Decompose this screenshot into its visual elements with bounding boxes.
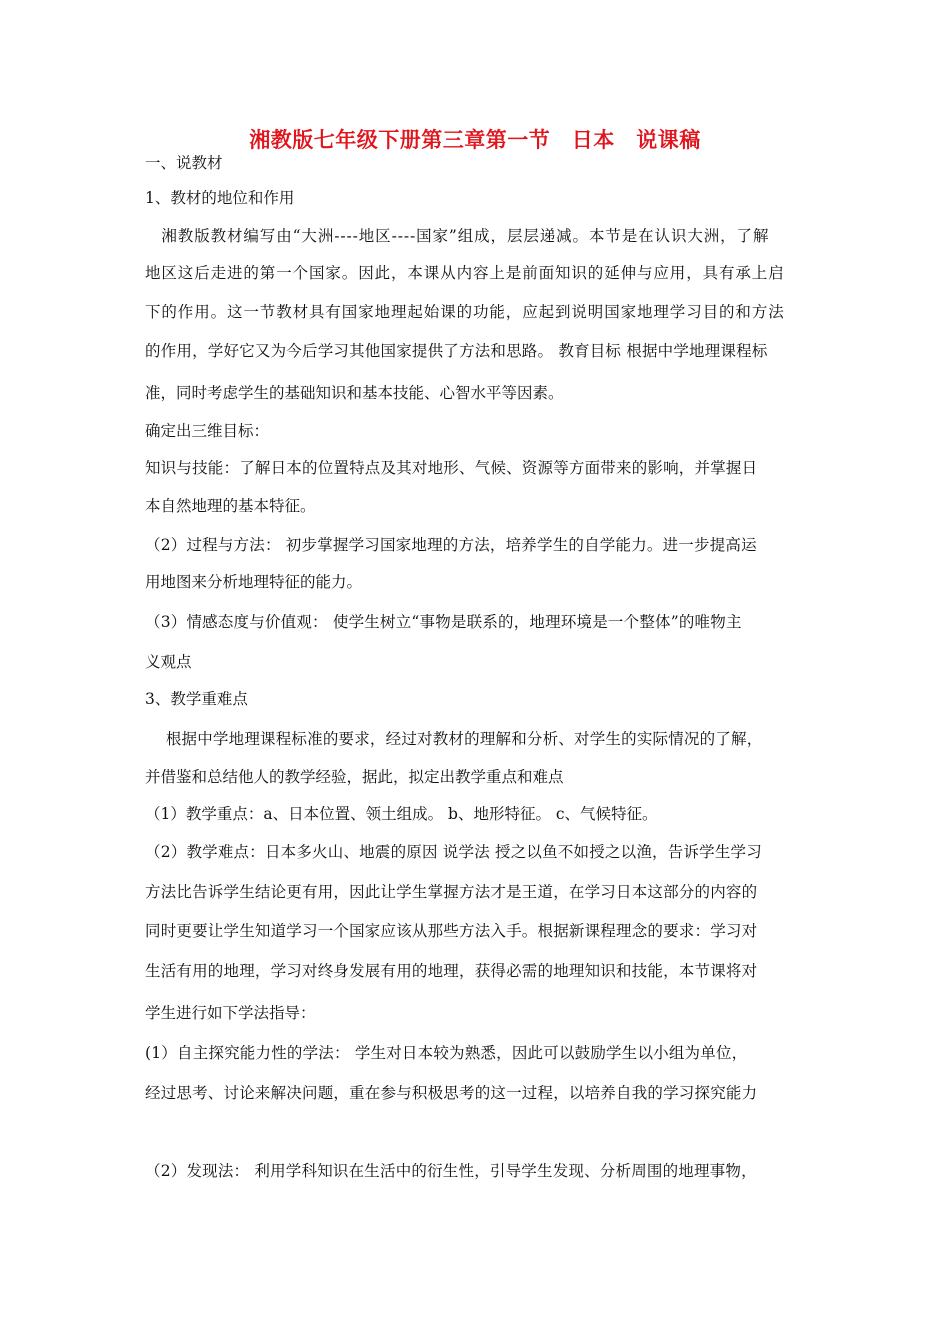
paragraph-line: 生活有用的地理，学习对终身发展有用的地理，获得必需的地理知识和技能，本节课将对 <box>145 962 758 980</box>
paragraph-line: 湘教版教材编写由“大洲----地区----国家”组成，层层递减。本节是在认识大洲，了解 <box>145 227 770 245</box>
paragraph-line: 知识与技能：了解日本的位置特点及其对地形、气候、资源等方面带来的影响，并掌握日 <box>145 459 758 477</box>
document-title: 湘教版七年级下册第三章第一节 日本 说课稿 <box>249 127 701 152</box>
section-heading-textbook: 一、说教材 <box>145 154 223 172</box>
paragraph-line: （3）情感态度与价值观： 使学生树立“事物是联系的，地理环境是一个整体”的唯物主 <box>145 613 742 631</box>
paragraph-line: 方法比告诉学生结论更有用，因此让学生掌握方法才是王道，在学习日本这部分的内容的 <box>145 883 758 901</box>
paragraph-line: (1）自主探究能力性的学法： 学生对日本较为熟悉，因此可以鼓励学生以小组为单位， <box>145 1044 748 1062</box>
paragraph-line: 并借鉴和总结他人的教学经验，据此，拟定出教学重点和难点 <box>145 768 564 786</box>
paragraph-line: 地区这后走进的第一个国家。因此，本课从内容上是前面知识的延伸与应用，具有承上启 <box>145 264 785 282</box>
paragraph-line: （2）发现法： 利用学科知识在生活中的衍生性，引导学生发现、分析周围的地理事物， <box>145 1162 757 1180</box>
paragraph-line: 义观点 <box>145 653 192 671</box>
paragraph-line: 学生进行如下学法指导： <box>145 1004 316 1022</box>
paragraph-line: 同时更要让学生知道学习一个国家应该从那些方法入手。根据新课程理念的要求：学习对 <box>145 922 758 940</box>
paragraph-line: 本自然地理的基本特征。 <box>145 497 316 515</box>
subheading-key-points: 3、教学重难点 <box>145 690 248 708</box>
subheading-objectives: 确定出三维目标： <box>145 422 270 440</box>
paragraph-line: （2）过程与方法： 初步掌握学习国家地理的方法，培养学生的自学能力。进一步提高运 <box>145 536 757 554</box>
paragraph-line: 下的作用。这一节教材具有国家地理起始课的功能，应起到说明国家地理学习目的和方法 <box>145 303 785 321</box>
paragraph-line: 经过思考、讨论来解决问题，重在参与积极思考的这一过程，以培养自我的学习探究能力 <box>145 1084 758 1102</box>
paragraph-line: 准，同时考虑学生的基础知识和基本技能、心智水平等因素。 <box>145 384 564 402</box>
paragraph-line: （2）教学难点：日本多火山、地震的原因 说学法 授之以鱼不如授之以渔，告诉学生学习 <box>145 843 762 861</box>
paragraph-line: 根据中学地理课程标准的要求，经过对教材的理解和分析、对学生的实际情况的了解， <box>145 730 763 748</box>
paragraph-line: 的作用，学好它又为今后学习其他国家提供了方法和思路。 教育目标 根据中学地理课程标 <box>145 342 768 360</box>
subheading-position-role: 1、教材的地位和作用 <box>145 189 295 207</box>
paragraph-line: 用地图来分析地理特征的能力。 <box>145 573 363 591</box>
paragraph-line: （1）教学重点：a、日本位置、领土组成。 b、地形特征。 c、气候特征。 <box>145 805 658 823</box>
